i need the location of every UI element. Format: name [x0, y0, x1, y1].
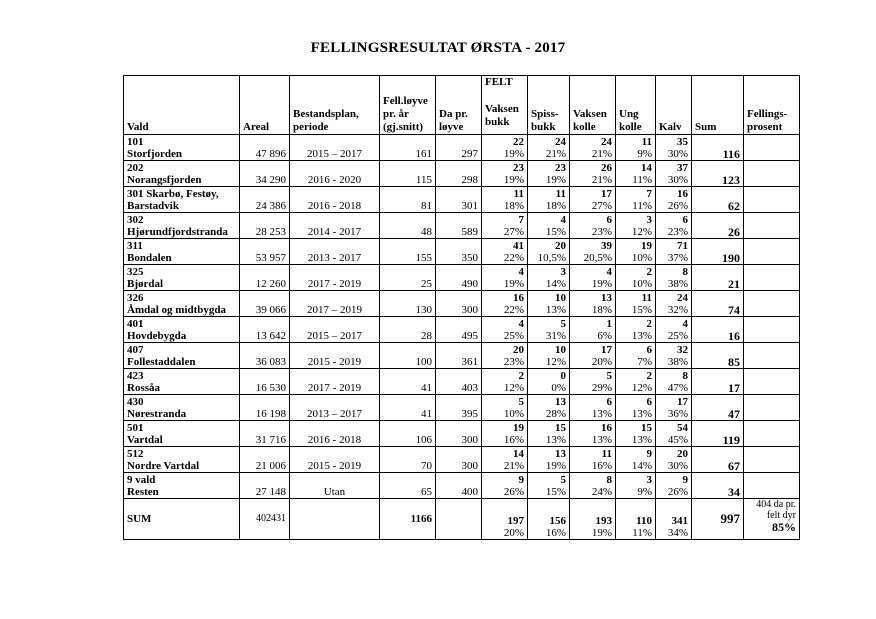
cell-vald: 407 Follestaddalen: [124, 343, 240, 369]
cell-vaksen-bukk: 2 12%: [482, 369, 528, 395]
total-prosent-value: 85%: [772, 520, 796, 534]
total-ung-kolle: 110 11%: [616, 499, 656, 540]
cell-periode: 2013 – 2017: [290, 395, 380, 421]
cell-periode: 2017 - 2019: [290, 369, 380, 395]
cell-vaksen-kolle: 17 20%: [570, 343, 616, 369]
cell-kalv: 37 30%: [656, 161, 692, 187]
cell-loyve: 130: [380, 291, 436, 317]
cell-vaksen-kolle: 11 16%: [570, 447, 616, 473]
cell-periode: 2015 – 2017: [290, 317, 380, 343]
cell-spissbukk: 13 19%: [528, 447, 570, 473]
cell-vaksen-kolle: 17 27%: [570, 187, 616, 213]
cell-areal: 13 642: [240, 317, 290, 343]
cell-sum: 21: [692, 265, 744, 291]
header-felt: FELT: [485, 76, 513, 88]
cell-fellingsprosent: [744, 317, 800, 343]
cell-vaksen-kolle: 6 13%: [570, 395, 616, 421]
cell-vald: 501 Vartdal: [124, 421, 240, 447]
cell-vald: 430 Nørestranda: [124, 395, 240, 421]
total-prosent: [744, 499, 800, 540]
header-ung-kolle: Ung kolle: [616, 76, 656, 135]
cell-vald: 301 Skarbø, Festøy, Barstadvik: [124, 187, 240, 213]
cell-spissbukk: 23 19%: [528, 161, 570, 187]
table-row: [124, 265, 800, 291]
cell-vaksen-bukk: 14 21%: [482, 447, 528, 473]
header-vald: Vald: [124, 76, 240, 135]
cell-ung-kolle: 2 13%: [616, 317, 656, 343]
cell-vald: 512 Nordre Vartdal: [124, 447, 240, 473]
header-da-pr-loyve: Da pr. løyve: [436, 76, 482, 135]
cell-areal: 53 957: [240, 239, 290, 265]
header-sum: Sum: [692, 76, 744, 135]
cell-ung-kolle: 3 12%: [616, 213, 656, 239]
cell-spissbukk: 3 14%: [528, 265, 570, 291]
cell-loyve: 70: [380, 447, 436, 473]
cell-vaksen-kolle: 8 24%: [570, 473, 616, 499]
cell-sum: 85: [692, 343, 744, 369]
cell-da: 300: [436, 421, 482, 447]
header-vaksen-bukk-label: Vaksen bukk: [485, 103, 519, 128]
total-vaksen-kolle: 193 19%: [570, 499, 616, 540]
cell-da: 300: [436, 447, 482, 473]
cell-ung-kolle: 3 9%: [616, 473, 656, 499]
fellingsresultat-table: [123, 75, 800, 540]
cell-areal: 39 066: [240, 291, 290, 317]
cell-vaksen-kolle: 13 18%: [570, 291, 616, 317]
cell-sum: 26: [692, 213, 744, 239]
cell-fellingsprosent: [744, 395, 800, 421]
cell-fellingsprosent: [744, 473, 800, 499]
cell-vaksen-kolle: 4 19%: [570, 265, 616, 291]
cell-periode: 2015 - 2019: [290, 343, 380, 369]
table-row: [124, 135, 800, 161]
cell-loyve: 25: [380, 265, 436, 291]
cell-loyve: 41: [380, 395, 436, 421]
cell-sum: 62: [692, 187, 744, 213]
total-vaksen-bukk: 197 20%: [482, 499, 528, 540]
cell-spissbukk: 15 13%: [528, 421, 570, 447]
cell-ung-kolle: 19 10%: [616, 239, 656, 265]
cell-fellingsprosent: [744, 369, 800, 395]
cell-kalv: 4 25%: [656, 317, 692, 343]
cell-ung-kolle: 2 12%: [616, 369, 656, 395]
header-spissbukk: Spiss-bukk: [528, 76, 570, 135]
cell-da: 495: [436, 317, 482, 343]
cell-vald: 202 Norangsfjorden: [124, 161, 240, 187]
cell-vaksen-bukk: 4 19%: [482, 265, 528, 291]
cell-ung-kolle: 9 14%: [616, 447, 656, 473]
cell-vaksen-kolle: 5 29%: [570, 369, 616, 395]
cell-vaksen-bukk: 4 25%: [482, 317, 528, 343]
header-vaksen-bukk: [482, 76, 528, 135]
cell-sum: 74: [692, 291, 744, 317]
cell-da: 350: [436, 239, 482, 265]
cell-fellingsprosent: [744, 291, 800, 317]
cell-vaksen-kolle: 39 20,5%: [570, 239, 616, 265]
total-loyve: 1166: [380, 499, 436, 540]
cell-spissbukk: 5 31%: [528, 317, 570, 343]
cell-sum: 34: [692, 473, 744, 499]
header-areal: Areal: [240, 76, 290, 135]
cell-vaksen-bukk: 5 10%: [482, 395, 528, 421]
cell-areal: 16 198: [240, 395, 290, 421]
total-row: [124, 499, 800, 540]
cell-vaksen-bukk: 9 26%: [482, 473, 528, 499]
cell-vaksen-kolle: 16 13%: [570, 421, 616, 447]
cell-kalv: 20 30%: [656, 447, 692, 473]
cell-areal: 16 530: [240, 369, 290, 395]
page-title: FELLINGSRESULTAT ØRSTA - 2017: [310, 40, 566, 56]
cell-da: 395: [436, 395, 482, 421]
table-row: [124, 187, 800, 213]
cell-loyve: 41: [380, 369, 436, 395]
cell-areal: 36 083: [240, 343, 290, 369]
cell-da: 400: [436, 473, 482, 499]
cell-da: 490: [436, 265, 482, 291]
cell-loyve: 65: [380, 473, 436, 499]
cell-vald: 9 vald Resten: [124, 473, 240, 499]
cell-ung-kolle: 11 15%: [616, 291, 656, 317]
cell-areal: 31 716: [240, 421, 290, 447]
cell-fellingsprosent: [744, 213, 800, 239]
cell-vaksen-bukk: 11 18%: [482, 187, 528, 213]
table-row: [124, 421, 800, 447]
cell-ung-kolle: 14 11%: [616, 161, 656, 187]
cell-periode: 2015 – 2017: [290, 135, 380, 161]
cell-spissbukk: 4 15%: [528, 213, 570, 239]
cell-ung-kolle: 6 13%: [616, 395, 656, 421]
table-row: [124, 369, 800, 395]
cell-vaksen-bukk: 7 27%: [482, 213, 528, 239]
cell-vald: 326 Åmdal og midtbygda: [124, 291, 240, 317]
header-row: [124, 76, 800, 135]
cell-spissbukk: 10 12%: [528, 343, 570, 369]
cell-spissbukk: 0 0%: [528, 369, 570, 395]
cell-vaksen-bukk: 20 23%: [482, 343, 528, 369]
cell-loyve: 155: [380, 239, 436, 265]
cell-periode: 2015 - 2019: [290, 447, 380, 473]
cell-spissbukk: 24 21%: [528, 135, 570, 161]
cell-sum: 47: [692, 395, 744, 421]
cell-fellingsprosent: [744, 343, 800, 369]
header-kalv: Kalv: [656, 76, 692, 135]
total-sum: 997: [692, 499, 744, 540]
cell-kalv: 54 45%: [656, 421, 692, 447]
cell-periode: 2016 - 2018: [290, 421, 380, 447]
table-row: [124, 317, 800, 343]
cell-kalv: 6 23%: [656, 213, 692, 239]
cell-fellingsprosent: [744, 239, 800, 265]
cell-spissbukk: 13 28%: [528, 395, 570, 421]
cell-da: 589: [436, 213, 482, 239]
cell-periode: 2016 - 2020: [290, 161, 380, 187]
cell-sum: 17: [692, 369, 744, 395]
cell-fellingsprosent: [744, 265, 800, 291]
table-row: [124, 239, 800, 265]
total-label: SUM: [124, 499, 240, 540]
cell-kalv: 35 30%: [656, 135, 692, 161]
cell-kalv: 24 32%: [656, 291, 692, 317]
header-vaksen-kolle: Vaksen kolle: [570, 76, 616, 135]
cell-sum: 67: [692, 447, 744, 473]
cell-sum: 116: [692, 135, 744, 161]
cell-periode: 2013 - 2017: [290, 239, 380, 265]
cell-sum: 190: [692, 239, 744, 265]
cell-ung-kolle: 7 11%: [616, 187, 656, 213]
table-row: [124, 161, 800, 187]
cell-loyve: 48: [380, 213, 436, 239]
cell-vald: 401 Hovdebygda: [124, 317, 240, 343]
total-periode: [290, 499, 380, 540]
cell-vaksen-bukk: 19 16%: [482, 421, 528, 447]
header-felloyve: Fell.løyve pr. år (gj.snitt): [380, 76, 436, 135]
cell-ung-kolle: 11 9%: [616, 135, 656, 161]
cell-areal: 27 148: [240, 473, 290, 499]
cell-sum: 16: [692, 317, 744, 343]
cell-vaksen-kolle: 24 21%: [570, 135, 616, 161]
cell-da: 300: [436, 291, 482, 317]
cell-areal: 47 896: [240, 135, 290, 161]
cell-vaksen-kolle: 26 21%: [570, 161, 616, 187]
cell-vald: 325 Bjørdal: [124, 265, 240, 291]
cell-vaksen-kolle: 1 6%: [570, 317, 616, 343]
cell-periode: 2016 - 2018: [290, 187, 380, 213]
cell-vald: 311 Bondalen: [124, 239, 240, 265]
cell-areal: 12 260: [240, 265, 290, 291]
cell-spissbukk: 5 15%: [528, 473, 570, 499]
cell-da: 297: [436, 135, 482, 161]
cell-spissbukk: 10 13%: [528, 291, 570, 317]
cell-loyve: 106: [380, 421, 436, 447]
cell-periode: 2017 - 2019: [290, 265, 380, 291]
cell-kalv: 17 36%: [656, 395, 692, 421]
cell-periode: 2014 - 2017: [290, 213, 380, 239]
cell-loyve: 100: [380, 343, 436, 369]
table-row: [124, 291, 800, 317]
cell-da: 298: [436, 161, 482, 187]
cell-fellingsprosent: [744, 421, 800, 447]
table-row: [124, 395, 800, 421]
cell-vald: 101 Storfjorden: [124, 135, 240, 161]
cell-fellingsprosent: [744, 447, 800, 473]
cell-kalv: 8 38%: [656, 265, 692, 291]
total-spissbukk: 156 16%: [528, 499, 570, 540]
cell-vaksen-bukk: 41 22%: [482, 239, 528, 265]
cell-fellingsprosent: [744, 135, 800, 161]
cell-da: 403: [436, 369, 482, 395]
cell-areal: 34 290: [240, 161, 290, 187]
table-row: [124, 213, 800, 239]
cell-loyve: 81: [380, 187, 436, 213]
total-note: 404 da pr. felt dyr: [756, 499, 796, 521]
cell-areal: 21 006: [240, 447, 290, 473]
cell-periode: 2017 – 2019: [290, 291, 380, 317]
cell-vald: 423 Rossåa: [124, 369, 240, 395]
cell-fellingsprosent: [744, 187, 800, 213]
cell-kalv: 32 38%: [656, 343, 692, 369]
cell-ung-kolle: 2 10%: [616, 265, 656, 291]
cell-vaksen-bukk: 22 19%: [482, 135, 528, 161]
total-kalv: 341 34%: [656, 499, 692, 540]
cell-kalv: 9 26%: [656, 473, 692, 499]
cell-spissbukk: 20 10,5%: [528, 239, 570, 265]
cell-fellingsprosent: [744, 161, 800, 187]
cell-areal: 28 253: [240, 213, 290, 239]
total-da: [436, 499, 482, 540]
table-row: [124, 473, 800, 499]
cell-sum: 123: [692, 161, 744, 187]
cell-vald: 302 Hjørundfjordstranda: [124, 213, 240, 239]
cell-da: 361: [436, 343, 482, 369]
cell-da: 301: [436, 187, 482, 213]
cell-vaksen-bukk: 23 19%: [482, 161, 528, 187]
table-row: [124, 447, 800, 473]
cell-loyve: 28: [380, 317, 436, 343]
cell-periode: Utan: [290, 473, 380, 499]
table-row: [124, 343, 800, 369]
cell-loyve: 161: [380, 135, 436, 161]
cell-loyve: 115: [380, 161, 436, 187]
cell-vaksen-kolle: 6 23%: [570, 213, 616, 239]
cell-kalv: 71 37%: [656, 239, 692, 265]
cell-ung-kolle: 15 13%: [616, 421, 656, 447]
cell-spissbukk: 11 18%: [528, 187, 570, 213]
cell-sum: 119: [692, 421, 744, 447]
cell-kalv: 16 26%: [656, 187, 692, 213]
cell-areal: 24 386: [240, 187, 290, 213]
header-bestandsplan: Bestandsplan, periode: [290, 76, 380, 135]
cell-kalv: 8 47%: [656, 369, 692, 395]
cell-vaksen-bukk: 16 22%: [482, 291, 528, 317]
header-fellingsprosent: Fellings-prosent: [744, 76, 800, 135]
total-areal: 402431: [240, 499, 290, 540]
cell-ung-kolle: 6 7%: [616, 343, 656, 369]
